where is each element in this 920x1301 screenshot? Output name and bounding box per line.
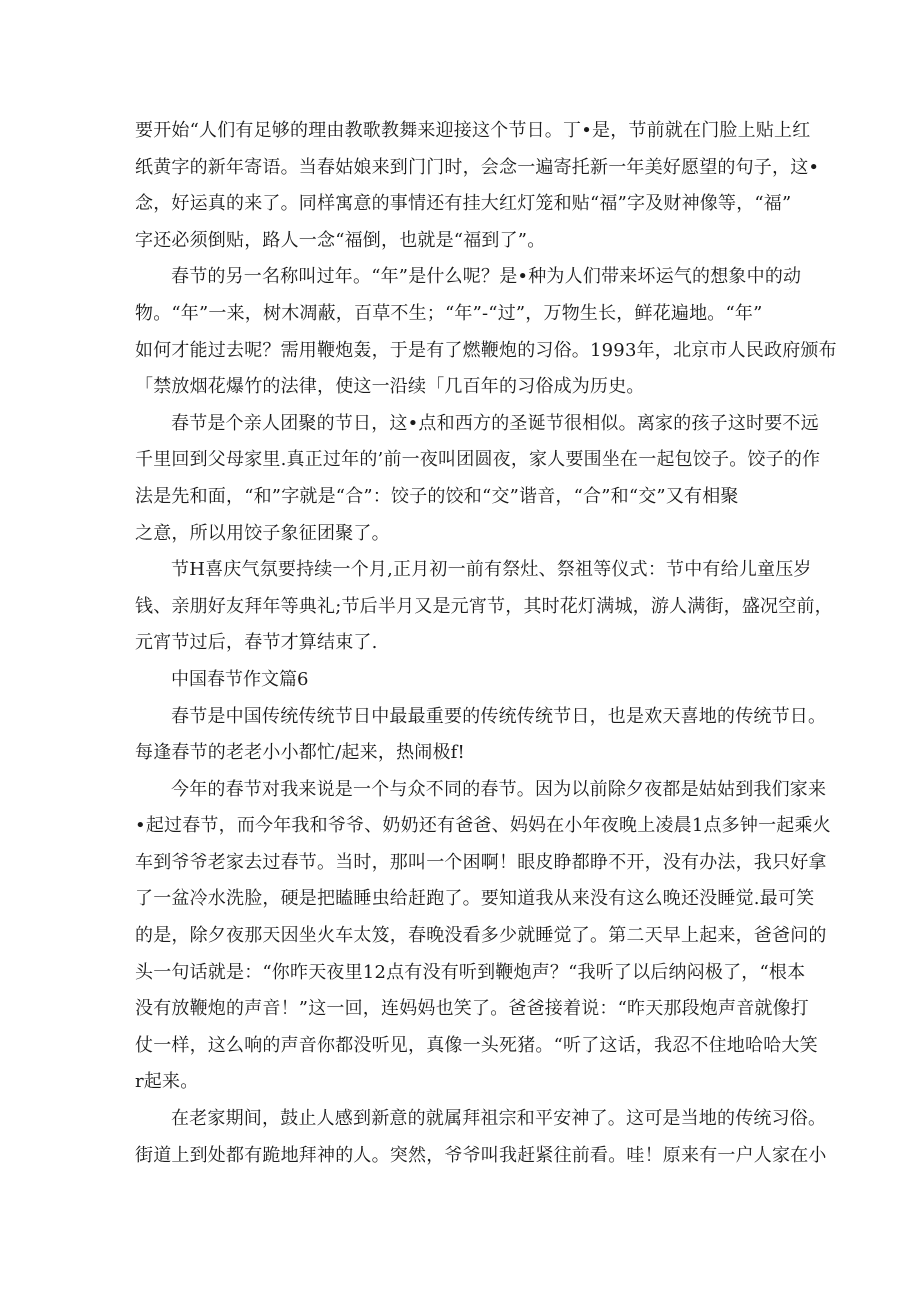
paragraph-2 xyxy=(135,259,837,405)
text-line: 「禁放烟花爆竹的法律，使这一沿续「几百年的习俗成为历史。 xyxy=(135,376,645,398)
text-line: •起过春节，而今年我和爷爷、奶奶还有爸爸、妈妈在小年夜晚上凌晨1点多钟一起乘火 xyxy=(135,815,831,837)
text-line: 字还必须倒贴，路人一念“福倒，也就是“福到了”。 xyxy=(135,229,546,251)
text-line: 如何才能过去呢？需用鞭炮轰，于是有了燃鞭炮的习俗。1993年，北京市人民政府颁布 xyxy=(135,339,837,361)
text-line: 头一句话就是：“你昨天夜里12点有没有听到鞭炮声？“我听了以后纳闷极了，“根本 xyxy=(135,961,806,983)
paragraph-3 xyxy=(135,406,821,552)
paragraph-7 xyxy=(135,1101,827,1174)
text-line: 纸黄字的新年寄语。当春姑娘来到门门时，会念一遍寄托新一年美好愿望的句子，这• xyxy=(135,156,820,178)
section-heading: 中国春节作文篇6 xyxy=(171,668,309,690)
text-line: 春节的另一名称叫过年。“年”是什么呢？是•种为人们带来坏运气的想象中的动 xyxy=(171,266,802,288)
paragraph-6 xyxy=(135,772,831,1101)
text-line: 仗一样，这么响的声音你都没听见，真像一头死猪。“听了这话，我忍不住地哈哈大笑 xyxy=(135,1034,818,1056)
text-line: 念，好运真的来了。同样寓意的事情还有挂大红灯笼和贴“福”字及财神像等，“福” xyxy=(135,193,792,215)
paragraph-5 xyxy=(135,699,827,772)
text-line: 街道上到处都有跪地拜神的人。突然，爷爷叫我赶紧往前看。哇！原来有一户人家在小 xyxy=(135,1144,827,1166)
text-line: 今年的春节对我来说是一个与众不同的春节。因为以前除夕夜都是姑姑到我们家来 xyxy=(171,778,827,800)
paragraph-1 xyxy=(135,113,820,259)
document-body xyxy=(135,113,837,1174)
text-line: 之意，所以用饺子象征团聚了。 xyxy=(135,522,390,544)
text-line: 法是先和面，“和”字就是“合”：饺子的饺和“交”谐音，“合”和“交”又有相聚 xyxy=(135,485,739,507)
paragraph-4 xyxy=(135,552,833,662)
text-line: 在老家期间，鼓止人感到新意的就属拜祖宗和平安神了。这可是当地的传统习俗。 xyxy=(171,1108,827,1130)
text-line: 车到爷爷老家去过春节。当时，那叫一个困啊！眼皮睁都睁不开，没有办法，我只好拿 xyxy=(135,851,827,873)
text-line: 元宵节过后，春节才算结束了. xyxy=(135,632,378,654)
text-line: 春节是个亲人团聚的节日，这•点和西方的圣诞节很相似。离家的孩子这时要不远 xyxy=(171,412,819,434)
text-line: 没有放鞭炮的声音！”这一回，连妈妈也笑了。爸爸接着说：“昨天那段炮声音就像打 xyxy=(135,998,810,1020)
text-line: 了一盆冷水洗脸，硬是把瞌睡虫给赶跑了。要知道我从来没有这么晚还没睡觉.最可笑 xyxy=(135,888,815,910)
text-line: 节H喜庆气氛要持续一个月,正月初一前有祭灶、祭祖等仪式：节中有给儿童压岁 xyxy=(171,559,812,581)
text-line: 钱、亲朋好友拜年等典礼;节后半月又是元宵节，其时花灯满城，游人满街，盛况空前， xyxy=(135,595,833,617)
text-line: r起来。 xyxy=(135,1071,199,1093)
text-line: 春节是中国传统传统节日中最最重要的传统传统节日，也是欢天喜地的传统节日。 xyxy=(171,705,827,727)
text-line: 物。“年”一来，树木凋蔽，百草不生；“年”-“过”，万物生长，鲜花遍地。“年” xyxy=(135,302,763,324)
text-line: 要开始“人们有足够的理由教歌教舞来迎接这个节日。丁•是，节前就在门脸上贴上红 xyxy=(135,120,811,141)
text-line: 每逢春节的老老小小都忙/起来，热闹极f! xyxy=(135,742,465,764)
text-line: 千里回到父母家里.真正过年的’前一夜叫团圆夜，家人要围坐在一起包饺子。饺子的作 xyxy=(135,449,821,471)
text-line: 的是，除夕夜那天因坐火车太笈，春晚没看多少就睡觉了。第二天早上起来，爸爸问的 xyxy=(135,925,827,947)
